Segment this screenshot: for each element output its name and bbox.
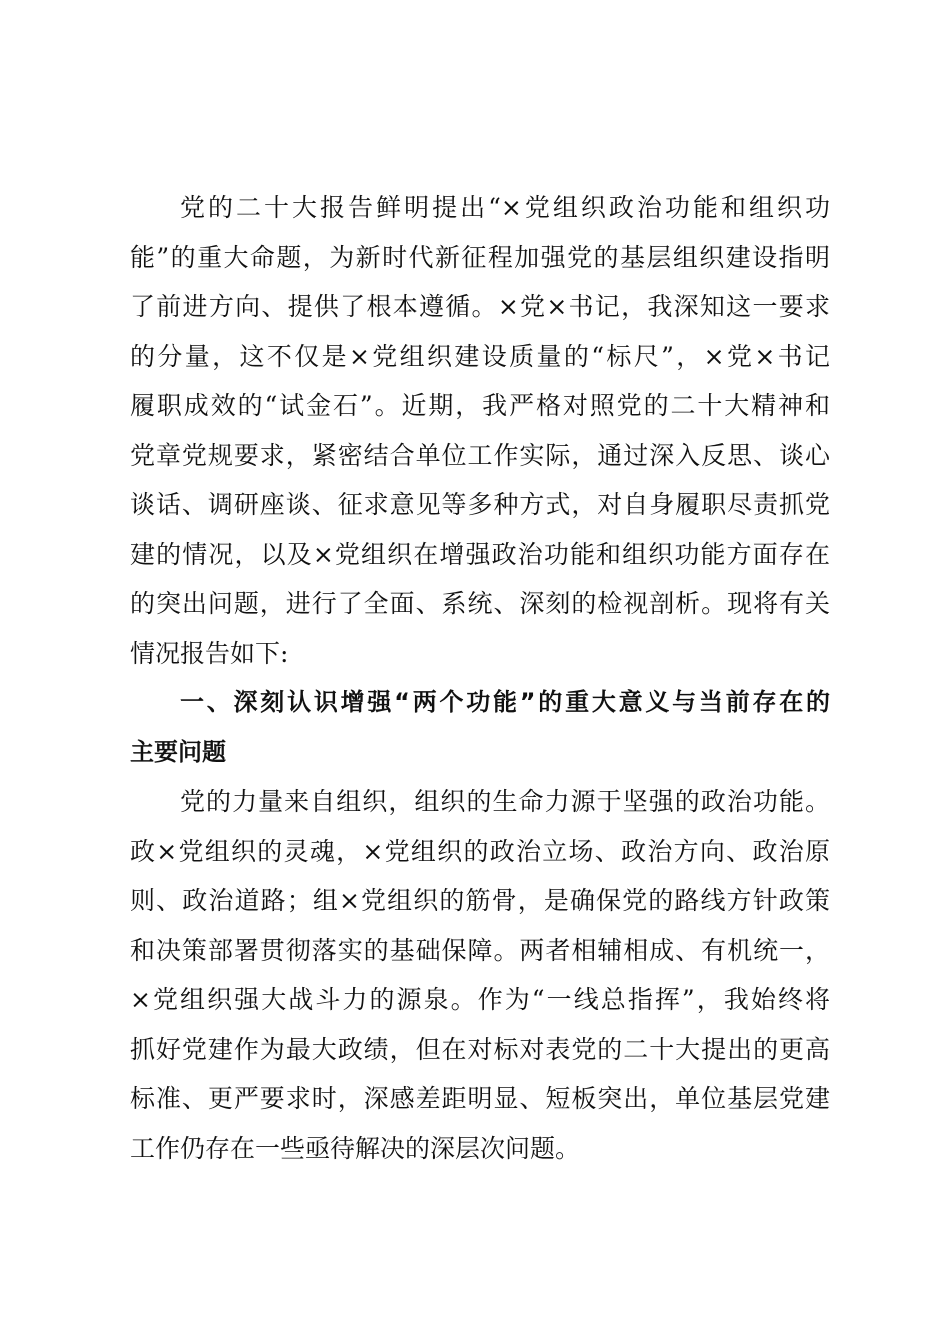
document-body [130,183,830,1173]
heading-line: 主要问题 [130,737,226,766]
paragraph-line: ×党组织强大战斗力的源泉。作为“一线总指挥”，我始终将 [130,985,830,1014]
paragraph-line: 的分量，这不仅是×党组织建设质量的“标尺”，×党×书记 [130,341,830,371]
section-heading [130,678,830,777]
paragraph-line: 情况报告如下: [130,638,289,668]
paragraph-line: 履职成效的“试金石”。近期，我严格对照党的二十大精神和 [130,391,830,420]
paragraph-line: 抓好党建作为最大政绩，但在对标对表党的二十大提出的更高 [130,1034,830,1064]
paragraph-line: 政×党组织的灵魂，×党组织的政治立场、政治方向、政治原 [130,836,830,866]
paragraph-line: 则、政治道路；组×党组织的筋骨，是确保党的路线方针政策 [130,886,830,915]
paragraph-line: 的突出问题，进行了全面、系统、深刻的检视剖析。现将有关 [130,589,830,618]
paragraph-line: 能”的重大命题，为新时代新征程加强党的基层组织建设指明 [130,242,830,272]
paragraph-section-one [130,777,830,1173]
paragraph-line: 工作仍存在一些亟待解决的深层次问题。 [130,1133,581,1163]
paragraph-line: 谈话、调研座谈、征求意见等多种方式，对自身履职尽责抓党 [130,490,830,519]
paragraph-line: 党章党规要求，紧密结合单位工作实际，通过深入反思、谈心 [130,440,830,470]
paragraph-line: 标准、更严要求时，深感差距明显、短板突出，单位基层党建 [130,1084,830,1113]
paragraph-line: 党的二十大报告鲜明提出“×党组织政治功能和组织功 [180,193,830,222]
paragraph-line: 和决策部署贯彻落实的基础保障。两者相辅相成、有机统一， [130,935,830,965]
paragraph-line: 建的情况，以及×党组织在增强政治功能和组织功能方面存在 [130,539,830,569]
paragraph-intro [130,183,830,678]
heading-line: 一、深刻认识增强“两个功能”的重大意义与当前存在的 [180,688,830,716]
paragraph-line: 了前进方向、提供了根本遵循。×党×书记，我深知这一要求 [130,292,830,321]
paragraph-line: 党的力量来自组织，组织的生命力源于坚强的政治功能。 [180,787,830,816]
